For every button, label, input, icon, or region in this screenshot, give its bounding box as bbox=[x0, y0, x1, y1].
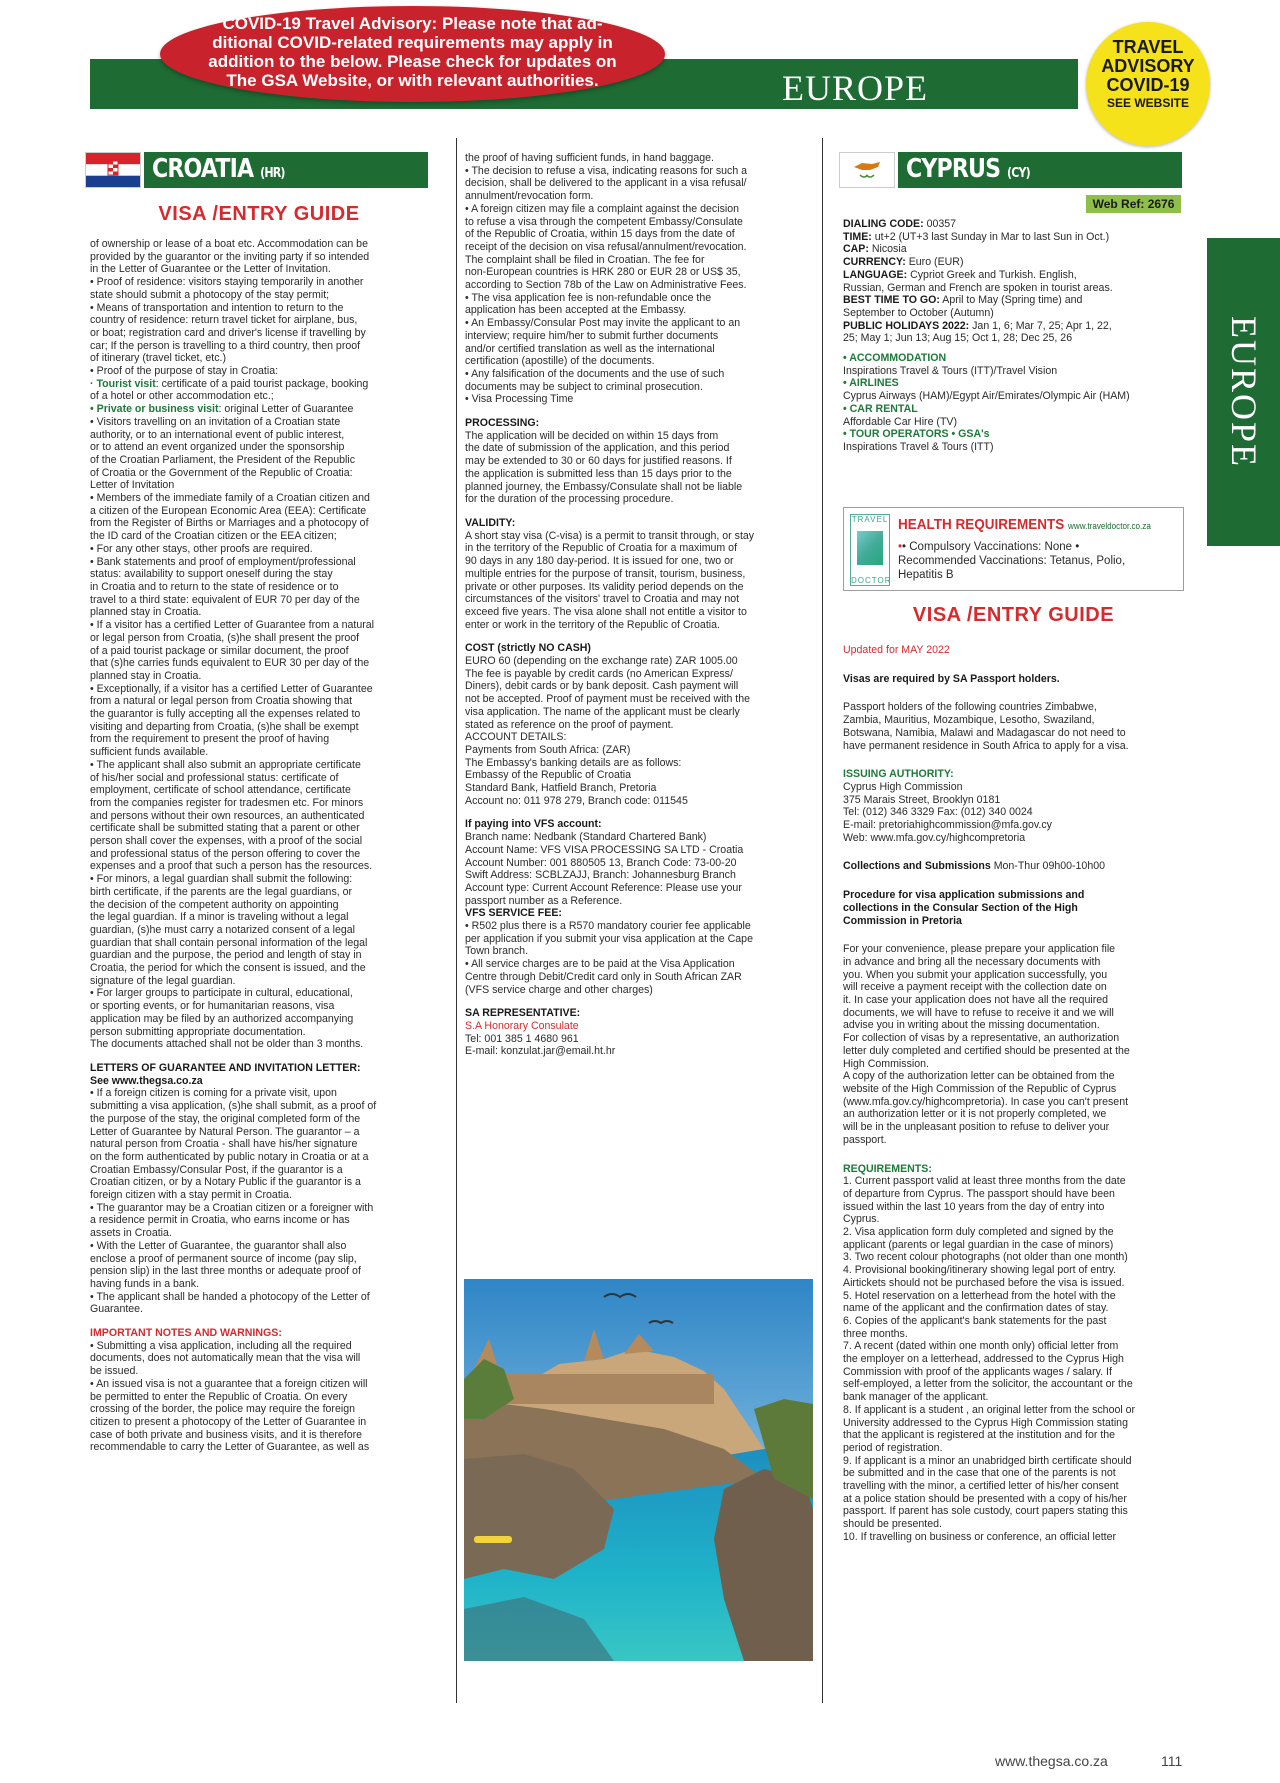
badge-line: COVID-19 bbox=[1106, 75, 1190, 95]
notes-line: be issued. bbox=[90, 1365, 139, 1378]
requirement-line: travelling with the minor, a certified letter of his/her consent bbox=[843, 1480, 1119, 1493]
body-line: status: availability to support oneself during the stay bbox=[90, 568, 333, 581]
badge-line: TRAVEL bbox=[1112, 37, 1184, 57]
body-line: signature of the legal guardian. bbox=[90, 974, 236, 987]
body-line: non-European countries is HRK 280 or EUR 28 or US$ 35, bbox=[465, 266, 741, 279]
body-line: • Exceptionally, if a visitor has a certified Letter of Guarantee bbox=[90, 682, 373, 695]
body-line: authority, or to an international event of public interest, bbox=[90, 428, 345, 441]
letters-line: Croatian citizen, or by a Notary Public if the guarantor is a bbox=[90, 1176, 361, 1189]
car-rental-label: • CAR RENTAL bbox=[843, 402, 918, 415]
body-line: or to attend an event organized under the sponsorship bbox=[90, 441, 345, 454]
body-line: • An Embassy/Consular Post may invite the applicant to an bbox=[465, 317, 741, 330]
body-line: of Croatia or the Government of the Republic of Croatia: bbox=[90, 466, 353, 479]
letters-line: • With the Letter of Guarantee, the guarantor shall also bbox=[90, 1239, 347, 1252]
dubrovnik-coast-photo bbox=[464, 1279, 813, 1661]
body-line: of the Croatian Parliament, the President of the Republic bbox=[90, 453, 355, 466]
covid-advisory-notice bbox=[160, 6, 665, 102]
vfs-fee-line: Town branch. bbox=[465, 945, 529, 958]
requirement-line: passport. If parent has sole custody, court papers stating this bbox=[843, 1505, 1128, 1518]
cost-line: The Embassy's banking details are as follows: bbox=[465, 756, 682, 769]
convenience-line: For your convenience, please prepare your application file bbox=[843, 943, 1116, 956]
processing-line: the date of submission of the application, and this period bbox=[465, 442, 730, 455]
body-line: • Visa Processing Time bbox=[465, 393, 574, 406]
body-line: person submitting appropriate documentation. bbox=[90, 1025, 306, 1038]
convenience-line: advise you in writing about the missing documentation. bbox=[843, 1019, 1100, 1032]
validity-line: 90 days in any 180 day-period. It is issued for one, two or bbox=[465, 555, 734, 568]
cyprus-header bbox=[898, 152, 1182, 188]
info-row: Russian, German and French are spoken in tourist areas. bbox=[843, 281, 1113, 294]
column-divider bbox=[456, 138, 457, 1703]
letters-line: pension slip) in the last three months or adequate proof of bbox=[90, 1265, 361, 1278]
body-line: • Bank statements and proof of employment/professional bbox=[90, 555, 356, 568]
validity-line: enter or work in the territory of the Republic of Croatia. bbox=[465, 618, 720, 631]
issuing-line: Tel: (012) 346 3329 Fax: (012) 340 0024 bbox=[843, 806, 1033, 819]
validity-line: circumstances of the visitors' travel to Croatia and may not bbox=[465, 593, 740, 606]
column-divider bbox=[822, 138, 823, 1703]
body-line: Letter of Invitation bbox=[90, 479, 175, 492]
body-line: and persons without their own resources, an authenticated bbox=[90, 809, 365, 822]
body-line: birth certificate, if the parents are the legal guardians, or bbox=[90, 885, 353, 898]
letters-line: Guarantee. bbox=[90, 1303, 144, 1316]
issuing-line: Web: www.mfa.gov.cy/highcompretoria bbox=[843, 831, 1026, 844]
cost-line: Account no: 011 978 279, Branch code: 011545 bbox=[465, 794, 688, 807]
issuing-heading: ISSUING AUTHORITY: bbox=[843, 768, 954, 781]
country-name: CROATIA (HR) bbox=[152, 154, 285, 184]
body-line: in Croatia and to return to the state of residence or to bbox=[90, 580, 339, 593]
processing-line: for the duration of the processing procedure. bbox=[465, 493, 674, 506]
requirement-line: 8. If applicant is a student , an original letter from the school or bbox=[843, 1403, 1136, 1416]
requirement-line: period of registration. bbox=[843, 1441, 943, 1454]
body-line: the ID card of the Croatian citizen or the EEA citizen; bbox=[90, 530, 337, 543]
airlines-label: • AIRLINES bbox=[843, 377, 899, 390]
body-line: documents may be subject to criminal prosecution. bbox=[465, 380, 703, 393]
travel-doctor-logo-icon: TRAVEL DOCTOR bbox=[851, 515, 892, 585]
convenience-line: A copy of the authorization letter can be obtained from the bbox=[843, 1070, 1115, 1083]
vfs-fee-heading: VFS SERVICE FEE: bbox=[465, 907, 562, 920]
body-line: • A foreign citizen may file a complaint against the decision bbox=[465, 202, 739, 215]
exempt-line: Zambia, Mauritius, Mozambique, Lesotho, Swaziland, bbox=[843, 714, 1095, 727]
body-line: • For minors, a legal guardian shall submit the following: bbox=[90, 873, 353, 886]
body-line: • The decision to refuse a visa, indicating reasons for such a bbox=[465, 164, 748, 177]
info-row: DIALING CODE: 00357 bbox=[843, 218, 957, 230]
body-line: a citizen of the European Economic Area (EEA): Certificate bbox=[90, 504, 367, 517]
requirement-line: 1. Current passport valid at least three months from the date bbox=[843, 1175, 1126, 1188]
info-row: PUBLIC HOLIDAYS 2022: Jan 1, 6; Mar 7, 25; Apr 1, 22, bbox=[843, 319, 1112, 332]
body-line: and professional status of the person offering to cover the bbox=[90, 847, 361, 860]
validity-line: private or other purposes. Its validity period depends on the bbox=[465, 580, 744, 593]
cost-line: The fee is payable by credit cards (no American Express/ bbox=[465, 667, 733, 680]
exempt-line: Botswana, Namibia, Malawi and Madagascar do not need to bbox=[843, 726, 1126, 739]
airlines-value: Cyprus Airways (HAM)/Egypt Air/Emirates/Olympic Air (HAM) bbox=[843, 390, 1130, 403]
body-line: person shall cover the expenses, with a proof of the social bbox=[90, 835, 363, 848]
requirement-line: 10. If travelling on business or conference, an official letter bbox=[843, 1530, 1117, 1543]
procedure-line: Procedure for visa application submissions and bbox=[843, 889, 1085, 902]
processing-line: the application is submitted less than 15 days prior to the bbox=[465, 467, 732, 480]
letters-line: foreign citizen with a stay permit in Croatia. bbox=[90, 1189, 292, 1202]
body-line: employment, certificate of school attendance, certificate bbox=[90, 784, 351, 797]
footer-url[interactable]: www.thegsa.co.za bbox=[995, 1753, 1108, 1769]
convenience-line: letter duly completed and certified should be presented at the bbox=[843, 1044, 1130, 1057]
body-line: from the companies register for tradesmen etc. For minors bbox=[90, 796, 364, 809]
requirement-line: 7. A recent (dated within one month only) official letter from bbox=[843, 1340, 1119, 1353]
convenience-line: For collection of visas by a representative, an authorization bbox=[843, 1032, 1120, 1045]
body-line: guardian and the purpose, the period and length of stay in bbox=[90, 949, 362, 962]
convenience-line: will receive a payment receipt with the collection date on bbox=[843, 981, 1107, 994]
cyprus-flag-icon bbox=[839, 152, 895, 188]
body-line: • The visa application fee is non-refundable once the bbox=[465, 291, 712, 304]
rep-tel: Tel: 001 385 1 4680 961 bbox=[465, 1032, 579, 1045]
validity-line: A short stay visa (C-visa) is a permit to transit through, or stay bbox=[465, 529, 755, 542]
validity-line: multiple entries for the purpose of transit, tourism, business, bbox=[465, 567, 746, 580]
advisory-line: COVID-19 Travel Advisory: Please note that ad- bbox=[222, 14, 603, 33]
web-ref-badge[interactable]: Web Ref: 2676 bbox=[1086, 195, 1181, 213]
notes-line: documents, does not automatically mean that the visa will bbox=[90, 1352, 361, 1365]
body-line: • For any other stays, other proofs are required. bbox=[90, 542, 313, 555]
croatia-column-2 bbox=[465, 152, 812, 1058]
body-line: travel to a third state: equivalent of EUR 70 per day of the bbox=[90, 593, 360, 606]
body-line: of the Republic of Croatia, within 15 days from the date of bbox=[465, 228, 735, 241]
travel-advisory-badge[interactable] bbox=[1086, 22, 1210, 146]
accommodation-value: Inspirations Travel & Tours (ITT)/Travel Vision bbox=[843, 364, 1058, 377]
requirement-line: bank manager of the applicant. bbox=[843, 1391, 989, 1404]
processing-heading: PROCESSING: bbox=[465, 417, 540, 430]
body-line: planned stay in Croatia. bbox=[90, 606, 202, 619]
body-line: Croatia, the period for which the consent is issued, and the bbox=[90, 962, 366, 975]
letters-line: • The applicant shall be handed a photocopy of the Letter of bbox=[90, 1290, 370, 1303]
info-row: 25; May 1; Jun 13; Aug 15; Oct 1, 28; Dec 25, 26 bbox=[843, 332, 1073, 345]
body-line: to refuse a visa through the competent Embassy/Consulate bbox=[465, 215, 743, 228]
car-rental-value: Affordable Car Hire (TV) bbox=[843, 415, 958, 428]
info-row: LANGUAGE: Cypriot Greek and Turkish. English, bbox=[843, 268, 1077, 281]
croatia-header bbox=[144, 152, 428, 188]
letters-line: the purpose of the stay, the original completed form of the bbox=[90, 1112, 361, 1125]
cost-line: Embassy of the Republic of Croatia bbox=[465, 769, 632, 782]
requirement-line: 2. Visa application form duly completed and signed by the bbox=[843, 1226, 1114, 1239]
europe-side-tab[interactable] bbox=[1207, 238, 1280, 546]
vfs-fee-line: • R502 plus there is a R570 mandatory courier fee applicable bbox=[465, 920, 751, 933]
vfs-fee-line: Centre through Debit/Credit card only in South African ZAR bbox=[465, 970, 742, 983]
badge-line: ADVISORY bbox=[1101, 56, 1195, 76]
convenience-line: will be in the unpleasant position to refuse to deliver your bbox=[843, 1121, 1110, 1134]
letters-line: • If a foreign citizen is coming for a private visit, upon bbox=[90, 1087, 337, 1100]
body-line: of a paid tourist package or similar document, the proof bbox=[90, 644, 349, 657]
requirement-line: name of the applicant and the confirmation dates of stay. bbox=[843, 1302, 1109, 1315]
vfs-line: Account Name: VFS VISA PROCESSING SA LTD - Croatia bbox=[465, 843, 744, 856]
info-row: September to October (Autumn) bbox=[843, 306, 994, 319]
badge-line: SEE WEBSITE bbox=[1106, 96, 1189, 110]
cost-line: EURO 60 (depending on the exchange rate) ZAR 1005.00 bbox=[465, 655, 738, 668]
cost-heading: COST (strictly NO CASH) bbox=[465, 642, 591, 655]
health-title: HEALTH REQUIREMENTS www.traveldoctor.co.za bbox=[898, 516, 1151, 533]
convenience-line: in advance and bring all the necessary documents with bbox=[843, 955, 1101, 968]
vfs-line: Swift Address: SCBLZAJJ, Branch: Johannesburg Branch bbox=[465, 869, 736, 882]
body-line: guardian, (s)he must carry a notarized consent of a legal bbox=[90, 923, 355, 936]
convenience-line: High Commission. bbox=[843, 1057, 929, 1070]
health-text: •• Compulsory Vaccinations: None • Recommended Vaccinations: Tetanus, Polio, Hepatitis B bbox=[898, 541, 1126, 581]
accommodation-label: • ACCOMMODATION bbox=[843, 352, 947, 365]
requirement-line: 4. Provisional booking/itinerary showing legal port of entry. bbox=[843, 1264, 1117, 1277]
vfs-line: Account type: Current Account Reference: Please use your bbox=[465, 881, 742, 894]
body-line: the legal guardian. If a minor is traveling without a legal bbox=[90, 911, 349, 924]
requirement-line: of departure from Cyprus. The passport should have been bbox=[843, 1187, 1115, 1200]
notes-line: • An issued visa is not a guarantee that a foreign citizen will bbox=[90, 1377, 368, 1390]
requirement-line: Airtickets should not be purchased before the visa is issued. bbox=[843, 1276, 1125, 1289]
body-line: the guarantor is fully accepting all the expenses related to bbox=[90, 708, 361, 721]
notes-line: recommendable to carry the Letter of Guarantee, as well as bbox=[90, 1441, 370, 1454]
croatia-flag-icon bbox=[85, 152, 141, 188]
body-line: decision, shall be delivered to the applicant in a visa refusal/ bbox=[465, 177, 747, 190]
vfs-line: Account Number: 001 880505 13, Branch Code: 73-00-20 bbox=[465, 856, 737, 869]
vfs-heading: If paying into VFS account: bbox=[465, 818, 602, 831]
processing-line: may be extended to 30 or 60 days for justified reasons. If bbox=[465, 455, 732, 468]
convenience-line: passport. bbox=[843, 1133, 887, 1146]
croatia-column-1: of ownership or lease of a boat etc. Accommodation can be provided by the guarantor or the inviting party if so intended in the Letter of Guarantee or the Letter of Invitation. • Proof of residence: visitors staying temporarily in another state should submit a photocopy of the stay permit; • Means of transportation and intention to return to the country of residence: return travel ticket for airplane, bus, or boat; registration card and driver's license if travelling by car; If the person is travelling to a third country, then proof of itinerary (travel ticket, etc.) • Proof of the purpose of stay in Croatia: · Tourist visit: certificate of a paid tourist package, booking of a hotel or other accommodation etc.; • Private or business visit: original Letter of Guarantee • Visitors travelling on an invitation of a Croatian state authority, or to an international event of public interest, or to attend an event organized under the sponsorship of the Croatian Parliament, the President of the Republic of Croatia or the Government of the Republic of Croatia: Letter of Invitation • Members of the immediate family of a Croatian citizen and a citizen of the European Economic Area (EEA): Certificate from the Register of Births or Marriages and a photocopy of the ID card of the Croatian citizen or the EEA citizen; • For any other stays, other proofs are required. • Bank statements and proof of employment/professional status: availability to support oneself during the stay in Croatia and to return to the state of residence or to travel to a third state: equivalent of EUR 70 per day of the planned stay in Croatia. • If a visitor has a certified Letter of Guarantee from a natural or legal person from Croatia, (s)he shall present the proof of a paid tourist package or similar document, the proof that (s)he carries funds equivalent to EUR 30 per day of the planned stay in Croatia. • Exceptionally, if a visitor has a certified Letter of Guarantee from a natural or legal person from Croatia showing that the guarantor is fully accepting all the expenses related to visiting and departing from Croatia, (s)he shall be exempt from the requirement to present the proof of having sufficient funds available. • The applicant shall also submit an appropriate certificate of his/her social and professional status: certificate of employment, certificate of school attendance, certificate from the companies register for tradesmen etc. For minors and persons without their own resources, an authenticated certificate shall be submitted stating that a parent or other person shall cover the expenses, with a proof of the social and professional status of the person offering to cover the expenses and a proof that such a person has the resources. • For minors, a legal guardian shall submit the following: birth certificate, if the parents are the legal guardians, or the decision of the competent authority on appointing the legal guardian. If a minor is traveling without a legal guardian, (s)he must carry a notarized consent of a legal guardian that shall contain personal information of the legal guardian and the purpose, the period and length of stay in Croatia, the period for which the consent is issued, and the signature of the legal guardian. • For larger groups to participate in cultural, educational, or sporting events, or for humanitarian reasons, visa application may be filed by an authorized accompanying person submitting appropriate documentation. The documents attached shall not be older than 3 months. LETTERS OF GUARANTEE AND INVITATION LETTER: See www.thegsa.co.za • If a foreign citizen is coming for a private visit, upon submitting a visa application, (s)he shall submit, as a proof of the purpose of the stay, the original completed form of the Letter of Guarantee by Natural Person. The guarantor – a natural person from Croatia - shall have his/her signature on the form authenticated by public notary in Croatia or at a Croatian Embassy/Consular Post, if the guarantor is a Croatian citizen, or by a Notary Public if the guarantor is a foreign citizen with a stay permit in Croatia. • The guarantor may be a Croatian citizen or a foreigner with a residence permit in Croatia, who earns income or has assets in Croatia. • With the Letter of Guarantee, the guarantor shall also enclose a proof of permanent source of income (pay slip, pension slip) in the last three months or adequate proof of having funds in a bank. • The applicant shall be handed a photocopy of the Letter of Guarantee. IMPORTANT NOTES AND WARNINGS: • Submitting a visa application, including all the required documents, does not automatically mean that the visa will be issued. • An issued visa is not a guarantee that a foreign citizen will be permitted to enter the Republic of Croatia. On every crossing of the border, the police may require the foreign citizen to present a photocopy of the Letter of Guarantee in case of both private and business visits, and it is therefore recommendable to carry the Letter of Guarantee, as well as bbox=[90, 238, 428, 1454]
body-line: • The applicant shall also submit an appropriate certificate bbox=[90, 758, 361, 771]
body-line: certification (apostille) of the documents. bbox=[465, 355, 655, 368]
body-line: • Any falsification of the documents and the use of such bbox=[465, 367, 725, 380]
requirement-line: should be presented. bbox=[843, 1518, 942, 1531]
requirement-line: the employer on a letterhead, addressed to the Cyprus High bbox=[843, 1353, 1124, 1366]
info-row: CURRENCY: Euro (EUR) bbox=[843, 256, 964, 269]
notes-line: citizen to present a photocopy of the Letter of Guarantee in bbox=[90, 1415, 367, 1428]
body-line: from a natural or legal person from Croatia showing that bbox=[90, 695, 353, 708]
body-line: the decision of the competent authority on appointing bbox=[90, 898, 339, 911]
info-row: BEST TIME TO GO: April to May (Spring time) and bbox=[843, 294, 1083, 307]
advisory-line: ditional COVID-related requirements may apply in bbox=[212, 33, 613, 52]
body-line: application may be filed by an authorized accompanying bbox=[90, 1012, 354, 1025]
letters-line: a residence permit in Croatia, who earns income or has bbox=[90, 1214, 350, 1227]
region-title: EUROPE bbox=[781, 68, 928, 108]
tour-operators-label: • TOUR OPERATORS • GSA's bbox=[843, 428, 990, 441]
letters-line: assets in Croatia. bbox=[90, 1227, 172, 1240]
requirement-line: 6. Copies of the applicant's bank statements for the past bbox=[843, 1314, 1107, 1327]
body-line: receipt of the decision on visa refusal/annulment/revocation. bbox=[465, 240, 747, 253]
procedure-line: collections in the Consular Section of the High bbox=[843, 901, 1078, 914]
cost-line: Diners), debit cards or by bank deposit. Cash payment will bbox=[465, 680, 739, 693]
letters-heading: LETTERS OF GUARANTEE AND INVITATION LETTER: bbox=[90, 1062, 361, 1074]
body-line: The documents attached shall not be older than 3 months. bbox=[90, 1038, 364, 1051]
body-line: The complaint shall be filed in Croatian. The fee for bbox=[465, 253, 705, 266]
issuing-line: Cyprus High Commission bbox=[843, 780, 963, 793]
cost-line: Payments from South Africa: (ZAR) bbox=[465, 743, 631, 756]
rep-name: S.A Honorary Consulate bbox=[465, 1020, 579, 1032]
vfs-fee-line: (VFS service charge and other charges) bbox=[465, 983, 653, 996]
requirement-line: 3. Two recent colour photographs (not older than one month) bbox=[843, 1251, 1128, 1264]
letters-line: enclose a proof of permanent source of income (pay slip, bbox=[90, 1252, 357, 1265]
notes-line: be permitted to enter the Republic of Croatia. On every bbox=[90, 1390, 348, 1403]
letters-line: on the form authenticated by public notary in Croatia or at a bbox=[90, 1150, 369, 1163]
letters-line: natural person from Croatia - shall have his/her signature bbox=[90, 1138, 358, 1151]
notes-heading: IMPORTANT NOTES AND WARNINGS: bbox=[90, 1327, 282, 1340]
body-line: expenses and a proof that such a person has the resources. bbox=[90, 860, 373, 873]
vfs-fee-line: • All service charges are to be paid at the Visa Application bbox=[465, 958, 735, 971]
processing-line: The application will be decided on within 15 days from bbox=[465, 429, 719, 442]
body-line: planned stay in Croatia. bbox=[90, 669, 202, 682]
requirement-line: 5. Hotel reservation on a letterhead from the hotel with the bbox=[843, 1289, 1116, 1302]
letters-line: Croatian Embassy/Consular Post, if the guarantor is a bbox=[90, 1163, 343, 1176]
cyprus-visa-column: Updated for MAY 2022 Visas are required by SA Passport holders. Passport holders of the following countries Zimbabwe, Zambia, Mauritius, Mozambique, Lesotho, Swaziland, Botswana, Namibia, Malawi and Madagascar do not need to have permanent residence in South Africa to apply for a visa. ISSUING AUTHORITY: Cyprus High Commission 375 Marais Street, Brooklyn 0181 Tel: (012) 346 3329 Fax: (012) 340 0024 E-mail: pretoriahighcommission@mfa.gov.cy Web: www.mfa.gov.cy/highcompretoria Collections and Submissions Mon-Thur 09h00-10h00 Procedure for visa application submissions and collections in the Consular Section of the High Commission in Pretoria For your convenience, please prepare your application file in advance and bring all the necessary documents with you. When you submit your application successfully, you will receive a payment receipt with the collection date on it. In case your application does not have all the required documents, we will have to refuse to receive it and we will advise you in writing about the missing documentation. For collection of visas by a representative, an authorization letter duly completed and certified should be presented at the High Commission. A copy of the authorization letter can be obtained from the website of the High Commission of the Republic of Cyprus (www.mfa.gov.cy/highcompretoria). In case you can't present an authorization letter or it is not properly completed, we will be in the unpleasant position to refuse to deliver your passport. REQUIREMENTS: 1. Current passport valid at least three months from the date of departure from Cyprus. The passport should have been issued within the last 10 years from the day of entry into Cyprus. 2. Visa application form duly completed and signed by the applicant (parents or legal guardian in the case of minors) 3. Two recent colour photographs (not older than one month) 4. Provisional booking/itinerary showing legal port of entry. Airtickets should not be purchased before the visa is issued. 5. Hotel reservation on a letterhead from the hotel with the name of the applicant and the confirmation dates of stay. 6. Copies of the applicant's bank statements for the past three months. 7. A recent (dated within one month only) official letter from the employer on a letterhead, addressed to the Cyprus High Commission with proof of the applicants wages / salary. If self-employed, a letter from the solicitor, the accountant or the bank manager of the applicant. 8. If applicant is a student , an original letter from the school or University addressed to the Cyprus High Commission stating that the applicant is registered at the institution and for the period of registration. 9. If applicant is a minor an unabridged birth certificate should be submitted and in the case that one of the parents is not travelling with the minor, a certified letter of his/her consent at a police station should be presented with a copy of his/her passport. If parent has sole custody, court papers stating this should be presented. 10. If travelling on business or conference, an official letter bbox=[843, 644, 1188, 1544]
cyprus-info-column bbox=[843, 218, 1188, 454]
rep-heading: SA REPRESENTATIVE: bbox=[465, 1007, 581, 1020]
body-line: of his/her social and professional status: certificate of bbox=[90, 771, 339, 784]
body-line: visiting and departing from Croatia, (s)he shall be exempt bbox=[90, 720, 359, 733]
notes-line: case of both private and business visits, and it is therefore bbox=[90, 1428, 363, 1441]
body-line: that (s)he carries funds equivalent to EUR 30 per day of the bbox=[90, 657, 370, 670]
issuing-line: E-mail: pretoriahighcommission@mfa.gov.cy bbox=[843, 819, 1052, 832]
convenience-line: an authorization letter or it is not properly completed, we bbox=[843, 1108, 1107, 1121]
processing-line: planned journey, the Embassy/Consulate shall not be liable bbox=[465, 480, 743, 493]
cost-line: stated as reference on the proof of payment. bbox=[465, 718, 674, 731]
requirement-line: issued within the last 10 years from the day of entry into bbox=[843, 1200, 1105, 1213]
letters-line: • The guarantor may be a Croatian citizen or a foreigner with bbox=[90, 1201, 374, 1214]
exempt-line: have permanent residence in South Africa to apply for a visa. bbox=[843, 739, 1129, 752]
body-line: guardian that shall contain personal information of the legal bbox=[90, 936, 368, 949]
cost-line: ACCOUNT DETAILS: bbox=[465, 731, 567, 744]
body-line: • Visitors travelling on an invitation of a Croatian state bbox=[90, 415, 341, 428]
cost-line: visa application. The name of the applicant must be clearly bbox=[465, 705, 740, 718]
validity-line: in the territory of the Republic of Croatia for a maximum of bbox=[465, 542, 738, 555]
vfs-line: passport number as a Reference. bbox=[465, 894, 623, 907]
notes-line: • Submitting a visa application, including all the required bbox=[90, 1339, 352, 1352]
convenience-line: documents, we will have to refuse to receive it and we will bbox=[843, 1006, 1114, 1019]
issuing-line: 375 Marais Street, Brooklyn 0181 bbox=[843, 793, 1001, 806]
body-line: • Members of the immediate family of a Croatian citizen and bbox=[90, 492, 370, 505]
requirement-line: University addressed to the Cyprus High Commission stating bbox=[843, 1416, 1128, 1429]
requirement-line: Cyprus. bbox=[843, 1213, 880, 1226]
body-line: or sporting events, or for humanitarian reasons, visa bbox=[90, 1000, 335, 1013]
exempt-line: Passport holders of the following countries Zimbabwe, bbox=[843, 701, 1097, 714]
requirements-heading: REQUIREMENTS: bbox=[843, 1162, 932, 1175]
page-number: 111 bbox=[1161, 1753, 1183, 1769]
convenience-line: (www.mfa.gov.cy/highcompretoria). In case you can't present bbox=[843, 1095, 1129, 1108]
convenience-line: website of the High Commission of the Republic of Cyprus bbox=[843, 1082, 1117, 1095]
rep-email[interactable]: E-mail: konzulat.jar@email.ht.hr bbox=[465, 1045, 616, 1058]
body-line: or legal person from Croatia, (s)he shall present the proof bbox=[90, 631, 360, 644]
requirement-line: Commission with proof of the applicants wages / salary. If bbox=[843, 1365, 1112, 1378]
letters-line: having funds in a bank. bbox=[90, 1277, 199, 1290]
cyprus-guide-title: VISA /ENTRY GUIDE bbox=[912, 604, 1115, 626]
side-tab-label: EUROPE bbox=[1223, 315, 1264, 469]
body-line: • For larger groups to participate in cultural, educational, bbox=[90, 987, 353, 1000]
health-requirements-box bbox=[843, 507, 1184, 591]
validity-heading: VALIDITY: bbox=[465, 516, 516, 529]
notes-line: crossing of the border, the police may require the foreign bbox=[90, 1403, 355, 1416]
letters-line: submitting a visa application, (s)he shall submit, as a proof of bbox=[90, 1100, 377, 1113]
body-line: and/or certified translation as well as the international bbox=[465, 342, 715, 355]
validity-line: exceed five years. The visa alone shall not entitle a visitor to bbox=[465, 605, 747, 618]
body-line: from the Register of Births or Marriages and a photocopy of bbox=[90, 517, 369, 530]
letters-see-link[interactable]: See www.thegsa.co.za bbox=[90, 1074, 203, 1087]
body-line: from the requirement to present the proof of having bbox=[90, 733, 330, 746]
letters-line: Letter of Guarantee by Natural Person. The guarantor – a bbox=[90, 1125, 360, 1138]
vfs-fee-line: per application if you submit your visa application at the Cape bbox=[465, 932, 753, 945]
body-line: according to Section 78b of the Law on Administrative Fees. bbox=[465, 279, 747, 292]
info-row: CAP: Nicosia bbox=[843, 243, 907, 256]
cost-line: not be accepted. Proof of payment must be received with the bbox=[465, 693, 751, 706]
requirement-line: applicant (parents or legal guardian in the case of minors) bbox=[843, 1238, 1114, 1251]
body-line: certificate shall be submitted stating that a parent or other bbox=[90, 822, 360, 835]
advisory-line: The GSA Website, or with relevant authorities. bbox=[226, 71, 599, 90]
requirement-line: 9. If applicant is a minor an unabridged birth certificate should bbox=[843, 1454, 1132, 1467]
visas-required: Visas are required by SA Passport holders. bbox=[843, 672, 1060, 685]
body-line: application has been accepted at the Embassy. bbox=[465, 304, 687, 317]
procedure-line: Commission in Pretoria bbox=[843, 914, 962, 927]
body-line: annulment/revocation form. bbox=[465, 190, 594, 203]
convenience-line: you. When you submit your application successfully, you bbox=[843, 968, 1108, 981]
cost-line: Standard Bank, Hatfield Branch, Pretoria bbox=[465, 782, 657, 795]
country-name: CYPRUS (CY) bbox=[906, 154, 1030, 184]
info-row: TIME: ut+2 (UT+3 last Sunday in Mar to last Sun in Oct.) bbox=[843, 230, 1110, 243]
body-line: interview; require him/her to submit further documents bbox=[465, 329, 719, 342]
convenience-line: it. In case your application does not have all the required bbox=[843, 994, 1109, 1007]
body-line: • If a visitor has a certified Letter of Guarantee from a natural bbox=[90, 619, 374, 632]
vfs-line: Branch name: Nedbank (Standard Chartered Bank) bbox=[465, 831, 707, 844]
body-line: sufficient funds available. bbox=[90, 746, 209, 759]
requirement-line: be submitted and in the case that one of the parents is not bbox=[843, 1467, 1116, 1480]
updated-note: Updated for MAY 2022 bbox=[843, 644, 950, 656]
health-url-link[interactable]: www.traveldoctor.co.za bbox=[1068, 521, 1151, 531]
body-line: the proof of having sufficient funds, in hand baggage. bbox=[465, 152, 714, 164]
croatia-guide-title: VISA /ENTRY GUIDE bbox=[158, 203, 360, 225]
requirement-line: self-employed, a letter from the solicitor, the accountant or the bbox=[843, 1378, 1133, 1391]
tour-operators-value: Inspirations Travel & Tours (ITT) bbox=[843, 440, 994, 453]
advisory-line: addition to the below. Please check for updates on bbox=[208, 52, 617, 71]
requirement-line: three months. bbox=[843, 1327, 908, 1340]
requirement-line: at a police station should be presented with a copy of his/her bbox=[843, 1492, 1127, 1505]
requirement-line: that the applicant is registered at the institution and for the bbox=[843, 1429, 1116, 1442]
